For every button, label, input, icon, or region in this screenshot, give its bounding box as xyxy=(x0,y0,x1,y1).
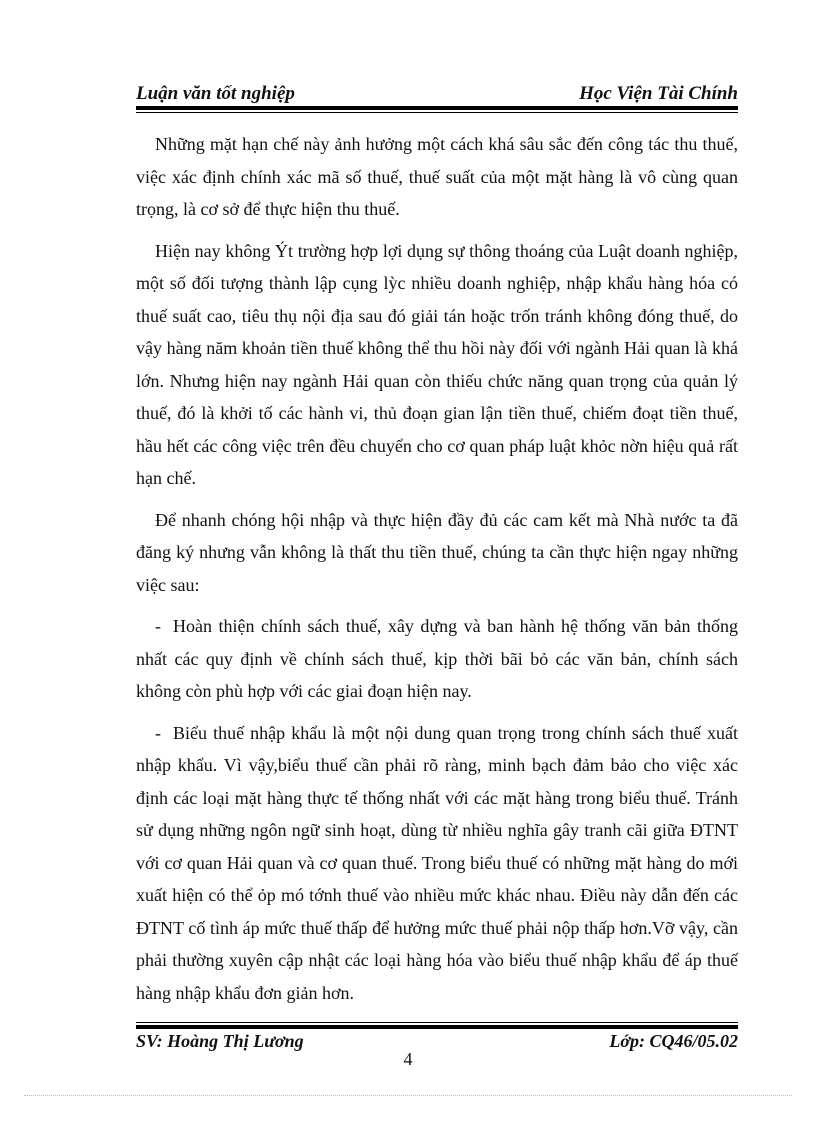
footer-student-name: SV: Hoàng Thị Lương xyxy=(136,1031,304,1051)
body-text xyxy=(136,128,738,1018)
header-rule-thin xyxy=(136,112,738,113)
footer-rule-thin xyxy=(136,1022,738,1023)
paragraph: Hiện nay không Ýt trường hợp lợi dụng sự thông thoáng của Luật doanh nghiệp, một số đối tượng thành lập cụng lỳc nhiều doanh nghiệp, nhập khẩu hàng hóa có thuế suất cao, tiêu thụ nội địa sau đó giải tán hoặc trốn tránh không đóng thuế, do vậy hàng năm khoản tiền thuế không thể thu hồi này đối với ngành Hải quan là khá lớn. Nhưng hiện nay ngành Hải quan còn thiếu chức năng quan trọng của quản lý thuế, đó là khởi tố các hành vi, thủ đoạn gian lận tiền thuế, chiếm đoạt tiền thuế, hầu hết các công việc trên đều chuyển cho cơ quan pháp luật khỏc nờn hiệu quả rất hạn chế. xyxy=(136,240,738,488)
paragraph: Để nhanh chóng hội nhập và thực hiện đầy đủ các cam kết mà Nhà nước ta đã đăng ký nhưng vẫn không là thất thu tiền thuế, chúng ta cần thực hiện ngay những việc sau: xyxy=(136,509,738,595)
bullet-text: Biểu thuế nhập khẩu là một nội dung quan trọng trong chính sách thuế xuất nhập khẩu. Vì vậy,biểu thuế cần phải rõ ràng, minh bạch đảm bảo cho việc xác định các loại mặt hàng thực tế thống nhất với các mặt hàng trong biểu thuế. Tránh sử dụng những ngôn ngữ sinh hoạt, dùng từ nhiều nghĩa gây tranh cãi giữa ĐTNT với cơ quan Hải quan và cơ quan thuế. Trong biểu thuế có những mặt hàng do mới xuất hiện có thể ỏp mó tớnh thuế vào nhiều mức khác nhau. Điều này dẫn đến các ĐTNT cố tình áp mức thuế thấp để hưởng mức thuế phải nộp thấp hơn.Vỡ vậy, cần phải thường xuyên cập nhật các loại hàng hóa vào biểu thuế nhập khẩu để áp thuế hàng nhập khẩu đơn giản hơn. xyxy=(136,722,738,1003)
bullet-dash: - xyxy=(155,722,161,743)
page-bottom-divider xyxy=(24,1095,792,1096)
bullet-paragraph xyxy=(136,610,738,708)
header-rule-thick xyxy=(136,106,738,110)
header-institution: Học Viện Tài Chính xyxy=(579,83,738,104)
bullet-paragraph xyxy=(136,717,738,1010)
footer-rule-thick xyxy=(136,1025,738,1029)
page-number: 4 xyxy=(403,1049,413,1069)
bullet-text: Hoàn thiện chính sách thuế, xây dựng và ban hành hệ thống văn bản thống nhất các quy định về chính sách thuế, kịp thời bãi bỏ các văn bản, chính sách không còn phù hợp với các giai đoạn hiện nay. xyxy=(136,616,738,701)
footer-class: Lớp: CQ46/05.02 xyxy=(609,1031,738,1051)
bullet-dash: - xyxy=(155,616,161,636)
paragraph: Những mặt hạn chế này ảnh hưởng một cách khá sâu sắc đến công tác thu thuế, việc xác định chính xác mã số thuế, thuế suất của một mặt hàng là vô cùng quan trọng, là cơ sở để thực hiện thu thuế. xyxy=(136,134,738,219)
header-thesis-title: Luận văn tốt nghiệp xyxy=(136,83,295,104)
